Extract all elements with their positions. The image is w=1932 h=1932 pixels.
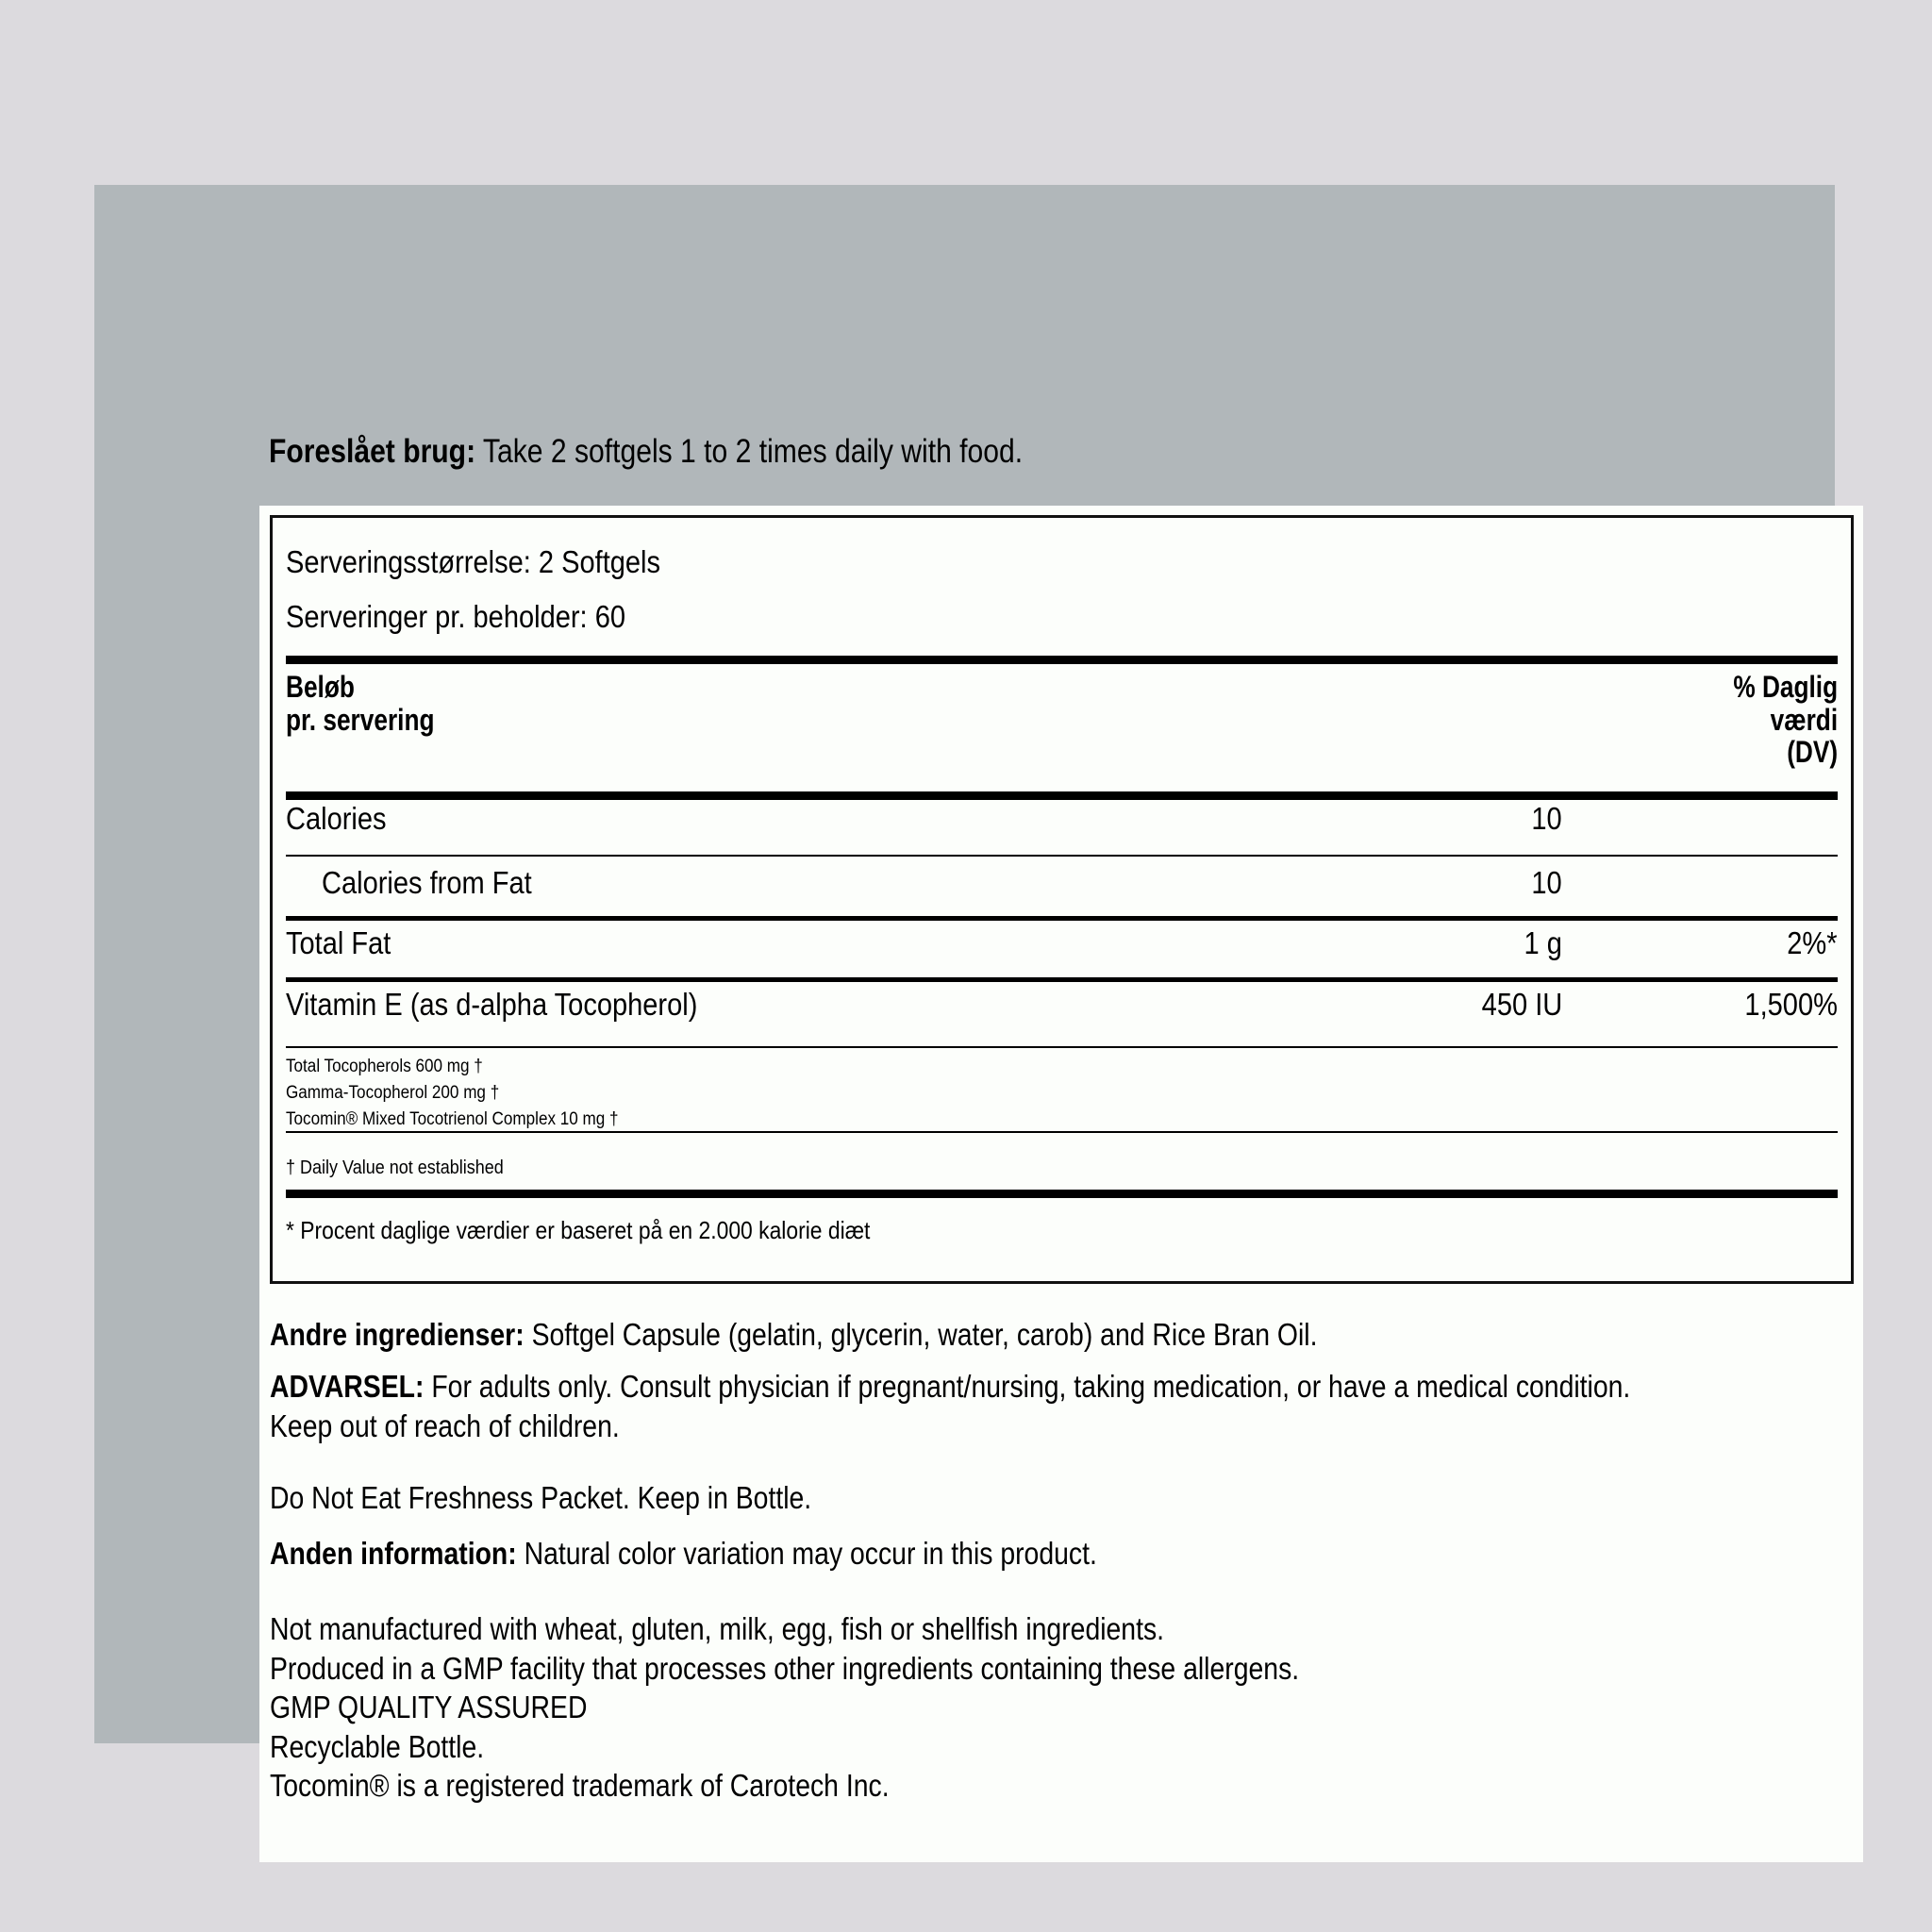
other-information <box>270 1534 1631 1574</box>
other-information-label: Anden information: <box>270 1536 517 1571</box>
warning-text: For adults only. Consult physician if pregnant/nursing, taking medication, or have a medical condition. Keep out of reach of children. <box>270 1369 1631 1443</box>
calorie-basis-note: * Procent daglige værdier er baseret på en 2.000 kalorie diæt <box>286 1216 871 1244</box>
suggested-use-line <box>269 432 1648 473</box>
nutrient-name: Calories <box>286 801 387 836</box>
supplement-facts-box <box>270 515 1854 1284</box>
dagger-note: † Daily Value not established <box>286 1158 504 1178</box>
label-card <box>94 185 1838 1804</box>
allergen-line: GMP QUALITY ASSURED <box>270 1690 588 1725</box>
amount-per-serving-header <box>286 671 435 736</box>
divider-thin-1 <box>286 855 1838 857</box>
nutrient-dv: 1,500% <box>1744 987 1838 1022</box>
divider-heavy-bottom <box>286 1190 1838 1198</box>
divider-thin-2 <box>286 1046 1838 1048</box>
allergen-line: Recyclable Bottle. <box>270 1728 485 1764</box>
suggested-use-label: Foreslået brug: <box>269 433 476 470</box>
allergen-line: Not manufactured with wheat, gluten, milk, egg, fish or shellfish ingredients. <box>270 1611 1165 1646</box>
allergen-line: Produced in a GMP facility that processes other ingredients containing these allergens. <box>270 1650 1300 1686</box>
other-information-text: Natural color variation may occur in this product. <box>524 1536 1097 1571</box>
nutrient-amount: 10 <box>1531 865 1562 900</box>
white-panel <box>259 506 1863 1862</box>
divider-thin-3 <box>286 1131 1838 1133</box>
other-ingredients-label: Andre ingredienser: <box>270 1317 525 1352</box>
other-ingredients-text: Softgel Capsule (gelatin, glycerin, water, carob) and Rice Bran Oil. <box>531 1317 1318 1352</box>
allergen-line: Tocomin® is a registered trademark of Carotech Inc. <box>270 1768 890 1804</box>
subitem: Gamma-Tocopherol 200 mg † <box>286 1083 500 1103</box>
nutrient-amount: 10 <box>1531 801 1562 836</box>
dv-header-line2: værdi <box>1770 702 1838 737</box>
nutrient-name: Vitamin E (as d-alpha Tocopherol) <box>286 987 698 1022</box>
nutrient-dv: 2%* <box>1787 925 1838 960</box>
warning <box>270 1367 1631 1445</box>
table-row <box>286 987 1838 1043</box>
divider-med-2 <box>286 977 1838 982</box>
nutrient-amount: 450 IU <box>1481 987 1562 1022</box>
servings-per-container: Serveringer pr. beholder: 60 <box>286 599 626 634</box>
table-row <box>286 925 1838 982</box>
warning-label: ADVARSEL: <box>270 1369 425 1404</box>
other-ingredients <box>270 1315 1631 1355</box>
nutrient-name: Calories from Fat <box>322 865 532 900</box>
allergen-statement-block <box>270 1609 1631 1806</box>
daily-value-header <box>1733 671 1838 769</box>
table-row <box>286 801 1838 858</box>
dv-header-line1: % Daglig <box>1733 670 1838 704</box>
divider-heavy-header <box>286 791 1838 800</box>
subitem: Total Tocopherols 600 mg † <box>286 1057 483 1076</box>
amount-header-line1: Beløb <box>286 670 355 704</box>
divider-heavy-top <box>286 656 1838 664</box>
divider-med-1 <box>286 916 1838 921</box>
nutrient-name: Total Fat <box>286 925 391 960</box>
dv-header-line3: (DV) <box>1787 735 1838 770</box>
suggested-use-text: Take 2 softgels 1 to 2 times daily with food. <box>482 433 1024 470</box>
serving-size: Serveringsstørrelse: 2 Softgels <box>286 544 661 579</box>
nutrient-amount: 1 g <box>1524 925 1562 960</box>
freshness-note: Do Not Eat Freshness Packet. Keep in Bottle. <box>270 1480 812 1515</box>
amount-header-line2: pr. servering <box>286 702 435 737</box>
table-row <box>286 865 1838 922</box>
subitem: Tocomin® Mixed Tocotrienol Complex 10 mg † <box>286 1109 619 1129</box>
